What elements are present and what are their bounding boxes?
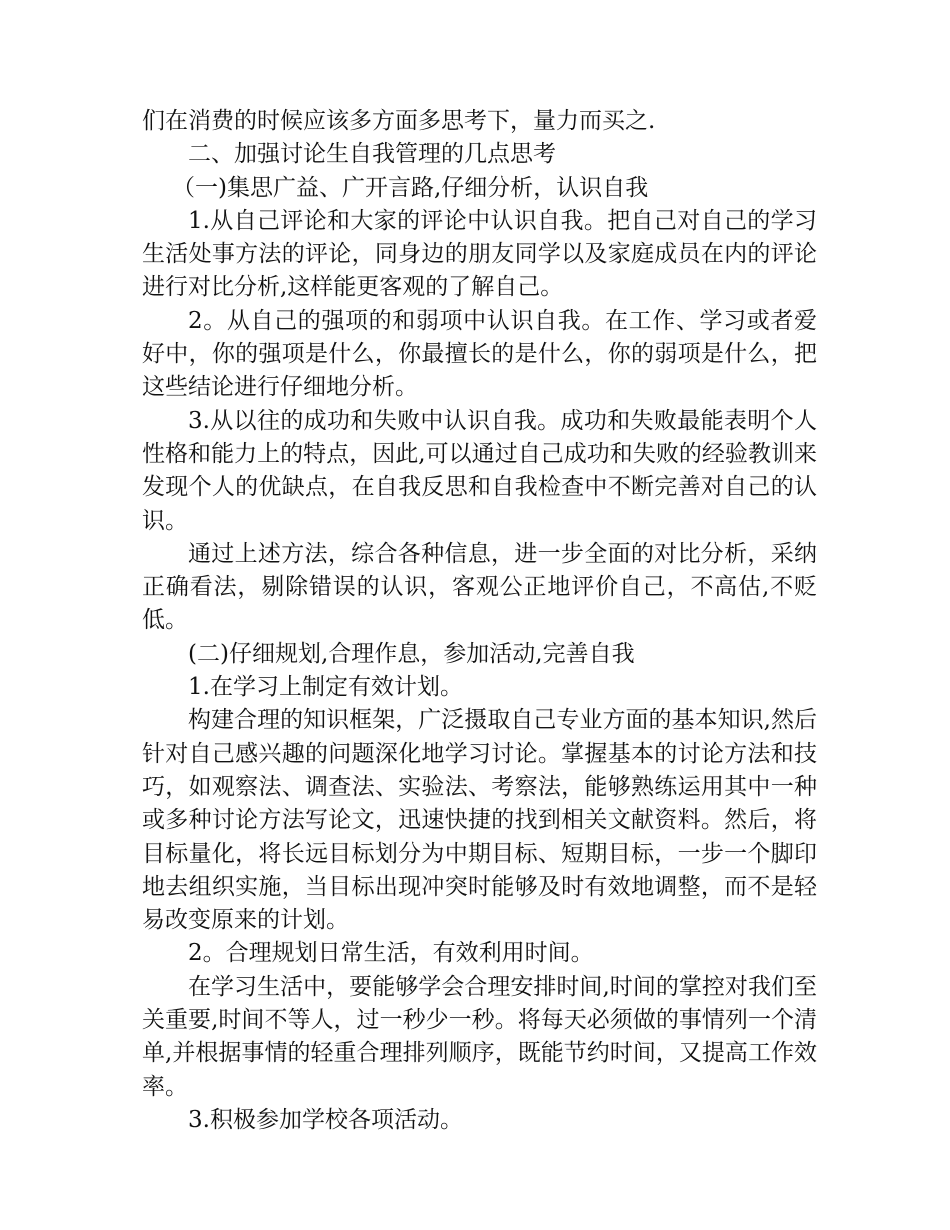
body-paragraph: 1.从自己评论和大家的评论中认识自我。把自己对自己的学习生活处事方法的评论，同身边的朋友同学以及家庭成员在内的评论进行对比分析,这样能更客观的了解自己。: [142, 207, 817, 301]
continuation-paragraph: 们在消费的时候应该多方面多思考下，量力而买之.: [142, 108, 656, 134]
body-paragraph: 构建合理的知识框架，广泛摄取自己专业方面的基本知识,然后针对自己感兴趣的问题深化地学习讨论。掌握基本的讨论方法和技巧，如观察法、调查法、实验法、考察法，能够熟练运用其中一种或多种讨论方法写论文，迅速快捷的找到相关文献资料。然后，将目标量化，将长远目标划分为中期目标、短期目标，一步一个脚印地去组织实施，当目标出现冲突时能够及时有效地调整，而不是轻易改变原来的计划。: [142, 707, 817, 934]
list-heading: 1.在学习上制定有效计划。: [188, 674, 463, 701]
body-paragraph: 通过上述方法，综合各种信息，进一步全面的对比分析，采纳正确看法，剔除错误的认识，客观公正地评价自己，不高估,不贬低。: [142, 540, 817, 634]
section-heading: 二、加强讨论生自我管理的几点思考: [188, 141, 556, 168]
body-paragraph: 2。从自己的强项的和弱项中认识自我。在工作、学习或者爱好中，你的强项是什么，你最擅长的是什么，你的弱项是什么，把这些结论进行仔细地分析。: [142, 307, 817, 401]
subsection-heading: (二)仔细规划,合理作息，参加活动,完善自我: [188, 640, 635, 667]
document-page: [142, 105, 817, 1137]
body-paragraph: 在学习生活中，要能够学会合理安排时间,时间的掌控对我们至关重要,时间不等人，过一秒少一秒。将每天必须做的事情列一个清单,并根据事情的轻重合理排列顺序，既能节约时间，又提高工作效率。: [142, 973, 817, 1100]
body-paragraph: 3.从以往的成功和失败中认识自我。成功和失败最能表明个人性格和能力上的特点，因此,可以通过自己成功和失败的经验教训来发现个人的优缺点，在自我反思和自我检查中不断完善对自己的认识。: [142, 407, 817, 534]
list-heading: 2。合理规划日常生活，有效利用时间。: [188, 940, 594, 967]
subsection-heading: （一)集思广益、广开言路,仔细分析，认识自我: [172, 174, 649, 201]
list-heading: 3.积极参加学校各项活动。: [188, 1106, 463, 1133]
